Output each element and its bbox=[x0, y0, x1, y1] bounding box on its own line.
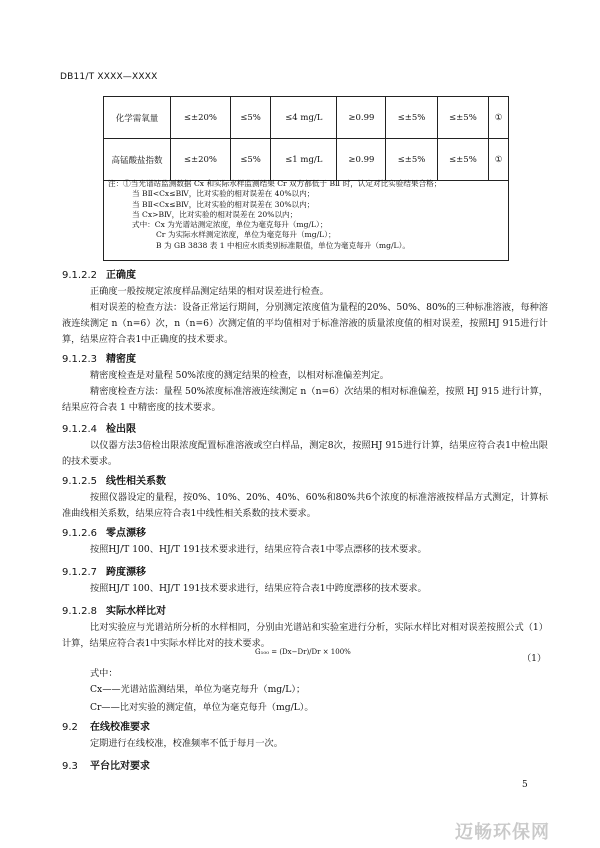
section-heading bbox=[62, 602, 166, 617]
section-heading bbox=[62, 420, 136, 435]
section-title: 在线校准要求 bbox=[90, 722, 150, 733]
page-number: 5 bbox=[522, 780, 528, 790]
section-title: 平台比对要求 bbox=[90, 761, 150, 772]
spec-table bbox=[103, 96, 509, 181]
section-number: 9.1.2.5 bbox=[62, 476, 97, 487]
section-number: 9.1.2.3 bbox=[62, 354, 97, 365]
formula: G₁₀₀ = (Dx−Dr)/Dr × 100% bbox=[255, 648, 351, 656]
table-cell: ① bbox=[489, 97, 509, 139]
table-row bbox=[104, 97, 509, 139]
table-cell: ≤±5% bbox=[437, 139, 488, 181]
paragraph: 按照HJ/T 100、HJ/T 191技术要求进行，结果应符合表1中跨度漂移的技术要求。 bbox=[90, 583, 427, 594]
table-cell: 化学需氧量 bbox=[104, 97, 171, 139]
formula-number: （1） bbox=[522, 653, 547, 664]
paragraph: 精密度检查方法：量程 50%浓度标准溶液连续测定 n（n=6）次结果的相对标准偏差，按照 HJ 915 进行计算，结果应符合表 1 中精密度的技术要求。 bbox=[62, 386, 548, 413]
section-number: 9.1.2.6 bbox=[62, 528, 97, 539]
table-cell: ≥0.99 bbox=[337, 97, 386, 139]
paragraph: 正确度一般按规定浓度样品测定结果的相对误差进行检查。 bbox=[90, 286, 329, 297]
section-heading bbox=[62, 757, 150, 772]
section-title: 检出限 bbox=[106, 424, 136, 435]
document-code: DB11/T XXXX—XXXX bbox=[60, 72, 158, 82]
section-number: 9.2 bbox=[62, 722, 78, 733]
section-title: 线性相关系数 bbox=[106, 476, 166, 487]
note-line: 当 BⅡ<Cx≤BⅣ，比对实验的相对误差在 30%以内； bbox=[132, 199, 315, 209]
table-cell: ≤1 mg/L bbox=[271, 139, 337, 181]
section-heading bbox=[62, 524, 146, 539]
table-cell: ① bbox=[489, 139, 509, 181]
table-cell: ≤±20% bbox=[171, 139, 231, 181]
section-number: 9.1.2.7 bbox=[62, 567, 97, 578]
section-title: 零点漂移 bbox=[106, 528, 146, 539]
table-cell: ≤±5% bbox=[386, 97, 437, 139]
paragraph: 精密度检查是对量程 50%浓度的测定结果的检查，以相对标准偏差判定。 bbox=[90, 370, 389, 381]
section-number: 9.1.2.4 bbox=[62, 424, 97, 435]
section-title: 正确度 bbox=[106, 270, 136, 281]
paragraph: 按照仪器设定的量程，按0%、10%、20%、40%、60%和80%共6个浓度的标准溶液按样品方式测定，计算标准曲线相关系数，结果应符合表1中线性相关系数的技术要求。 bbox=[62, 492, 548, 519]
note-line: 当 Cx>BⅣ，比对实验的相对误差在 20%以内； bbox=[132, 209, 298, 219]
note-line: 式中：Cx 为光谱站测定浓度，单位为毫克每升（mg/L）； bbox=[132, 220, 328, 230]
note-line: 注：①当光谱站监测数据 Cx 和实际水样监测结果 Cr 双方都低于 BⅡ 时，认定对比实验结果合格； bbox=[108, 179, 442, 188]
paragraph: 相对误差的检查方法：设备正常运行期间，分别测定浓度值为量程的20%、50%、80%的三种标准溶液，每种溶液连续测定 n（n=6）次，n（n=6）次测定值的平均值相对于标准溶液的质量浓度值的相对误差，按照HJ 915进行计算，结果应符合表1中正确度的技术要求。 bbox=[62, 302, 548, 345]
table-row bbox=[104, 139, 509, 181]
section-heading bbox=[62, 266, 136, 281]
section-number: 9.1.2.2 bbox=[62, 270, 97, 281]
section-title: 实际水样比对 bbox=[106, 606, 166, 617]
section-number: 9.3 bbox=[62, 761, 78, 772]
table-cell: ≥0.99 bbox=[337, 139, 386, 181]
section-heading bbox=[62, 472, 166, 487]
section-heading bbox=[62, 350, 136, 365]
definition-line: Cx——光谱站监测结果，单位为毫克每升（mg/L）； bbox=[90, 684, 306, 695]
paragraph: 定期进行在线校准，校准频率不低于每月一次。 bbox=[90, 738, 283, 749]
table-cell: ≤5% bbox=[230, 139, 270, 181]
paragraph: 比对实验应与光谱站所分析的水样相同，分别由光谱站和实验室进行分析，实际水样比对相对误差按照公式（1）计算，结果应符合表1中实际水样比对的技术要求。 bbox=[62, 622, 548, 649]
table-cell: 高锰酸盐指数 bbox=[104, 139, 171, 181]
table-cell: ≤±5% bbox=[386, 139, 437, 181]
table-notes bbox=[103, 178, 509, 261]
note-line: Cr 为实际水样测定浓度，单位为毫克每升（mg/L）； bbox=[156, 230, 336, 240]
section-heading bbox=[62, 718, 150, 733]
where-label: 式中： bbox=[90, 668, 118, 679]
table-cell: ≤5% bbox=[230, 97, 270, 139]
section-heading bbox=[62, 563, 146, 578]
paragraph: 按照HJ/T 100、HJ/T 191技术要求进行，结果应符合表1中零点漂移的技术要求。 bbox=[90, 544, 427, 555]
watermark-logo: 迈畅环保网 bbox=[455, 822, 550, 843]
table-cell: ≤±20% bbox=[171, 97, 231, 139]
section-title: 精密度 bbox=[106, 354, 136, 365]
paragraph: 以仪器方法3倍检出限浓度配置标准溶液或空白样品，测定8次，按照HJ 915进行计算，结果应符合表1中检出限的技术要求。 bbox=[62, 440, 548, 467]
table-cell: ≤±5% bbox=[437, 97, 488, 139]
definition-line: Cr——比对实验的测定值，单位为毫克每升（mg/L）。 bbox=[90, 702, 314, 713]
section-title: 跨度漂移 bbox=[106, 567, 146, 578]
note-line: B 为 GB 3838 表 1 中相应水质类别标准限值，单位为毫克每升（mg/L）。 bbox=[156, 240, 410, 250]
section-number: 9.1.2.8 bbox=[62, 606, 97, 617]
note-line: 当 BⅡ<Cx≤BⅣ，比对实验的相对误差在 40%以内； bbox=[132, 189, 315, 199]
table-cell: ≤4 mg/L bbox=[271, 97, 337, 139]
